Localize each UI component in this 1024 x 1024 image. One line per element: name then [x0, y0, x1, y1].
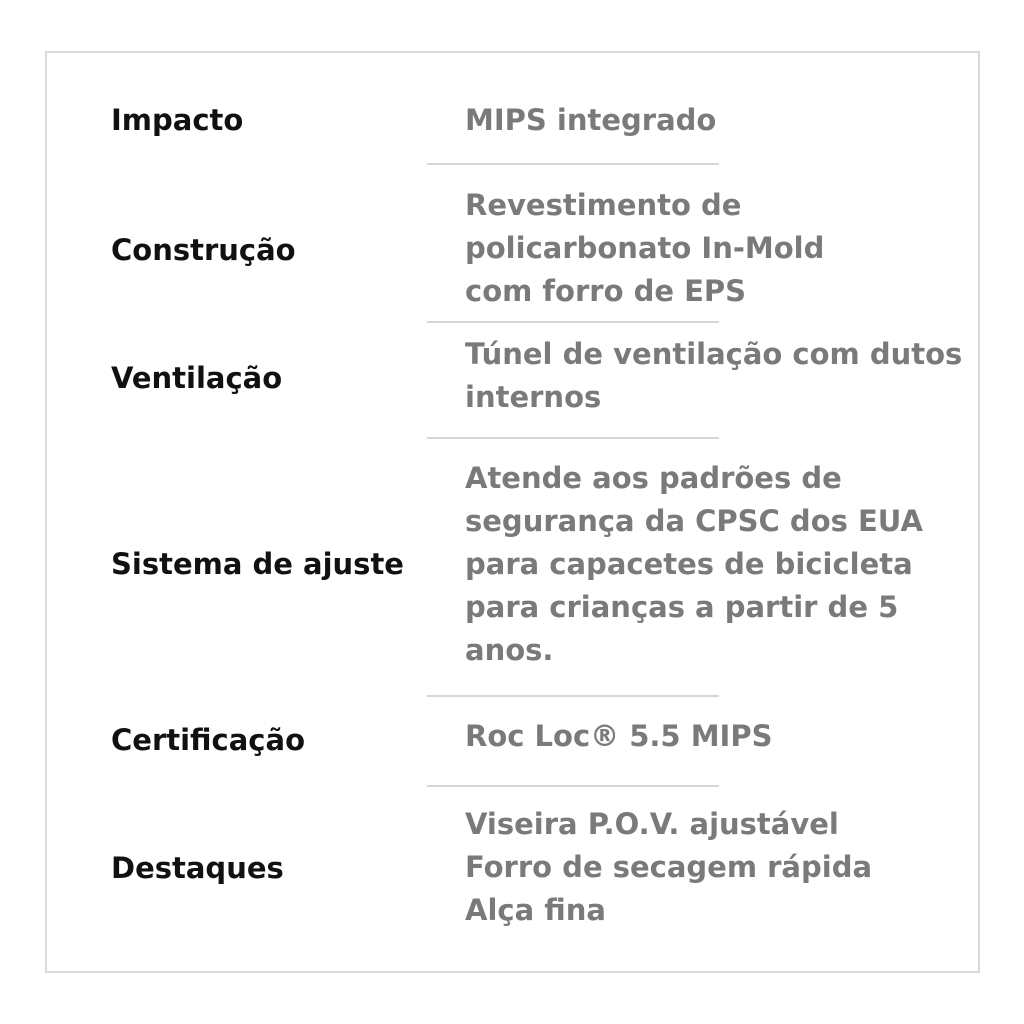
row-divider — [427, 321, 719, 323]
row-divider — [427, 695, 719, 697]
spec-value-impacto: MIPS integrado — [465, 103, 717, 137]
spec-label-destaques: Destaques — [111, 851, 284, 885]
spec-value-certificacao: Roc Loc® 5.5 MIPS — [465, 719, 773, 753]
spec-label-construcao: Construção — [111, 233, 296, 267]
spec-label-certificacao: Certificação — [111, 723, 305, 757]
spec-label-ventilacao: Ventilação — [111, 361, 283, 395]
spec-label-sistema-de-ajuste: Sistema de ajuste — [111, 547, 404, 581]
spec-table — [45, 51, 980, 973]
spec-value-destaques: Viseira P.O.V. ajustável Forro de secagem rápida Alça fina — [465, 807, 873, 927]
row-divider — [427, 163, 719, 165]
spec-value-ventilacao: Túnel de ventilação com dutos internos — [465, 337, 963, 414]
row-divider — [427, 785, 719, 787]
spec-label-impacto: Impacto — [111, 103, 244, 137]
row-divider — [427, 437, 719, 439]
spec-value-construcao: Revestimento de policarbonato In-Mold com forro de EPS — [465, 188, 825, 308]
spec-value-sistema-de-ajuste: Atende aos padrões de segurança da CPSC dos EUA para capacetes de bicicleta para crianças a partir de 5 anos. — [465, 461, 923, 667]
